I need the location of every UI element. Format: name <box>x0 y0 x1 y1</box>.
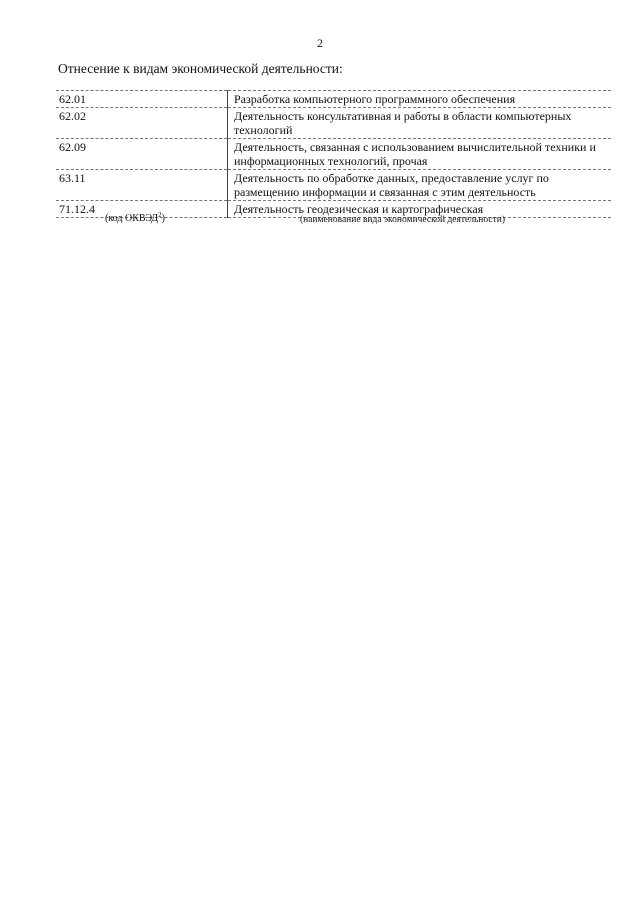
section-heading: Отнесение к видам экономической деятельности: <box>58 61 343 76</box>
activity-name: Разработка компьютерного программного обеспечения <box>228 91 612 108</box>
activity-name: Деятельность, связанная с использованием вычислительной техники и информационных технологий, прочая <box>228 139 612 170</box>
okved-table <box>56 90 611 218</box>
table-row <box>56 108 611 139</box>
okved-code: 63.11 <box>56 170 228 201</box>
table-row <box>56 91 611 108</box>
code-caption-text: (код ОКВЭД <box>105 213 159 224</box>
table-row <box>56 139 611 170</box>
okved-code: 62.02 <box>56 108 228 139</box>
activity-name: Деятельность консультативная и работы в области компьютерных технологий <box>228 108 612 139</box>
activity-name: Деятельность геодезическая и картографическая <box>228 201 612 218</box>
table-row <box>56 170 611 201</box>
okved-code: 71.12.4 <box>56 201 228 218</box>
okved-code: 62.09 <box>56 139 228 170</box>
name-column-caption: (наименование вида экономической деятельности) <box>300 215 505 225</box>
footnote-marker: 2 <box>158 211 162 219</box>
code-column-caption <box>105 213 165 224</box>
activity-name: Деятельность по обработке данных, предоставление услуг по размещению информации и связанная с этим деятельность <box>228 170 612 201</box>
page-number: 2 <box>317 36 323 50</box>
okved-code: 62.01 <box>56 91 228 108</box>
code-caption-close: ) <box>161 213 165 224</box>
